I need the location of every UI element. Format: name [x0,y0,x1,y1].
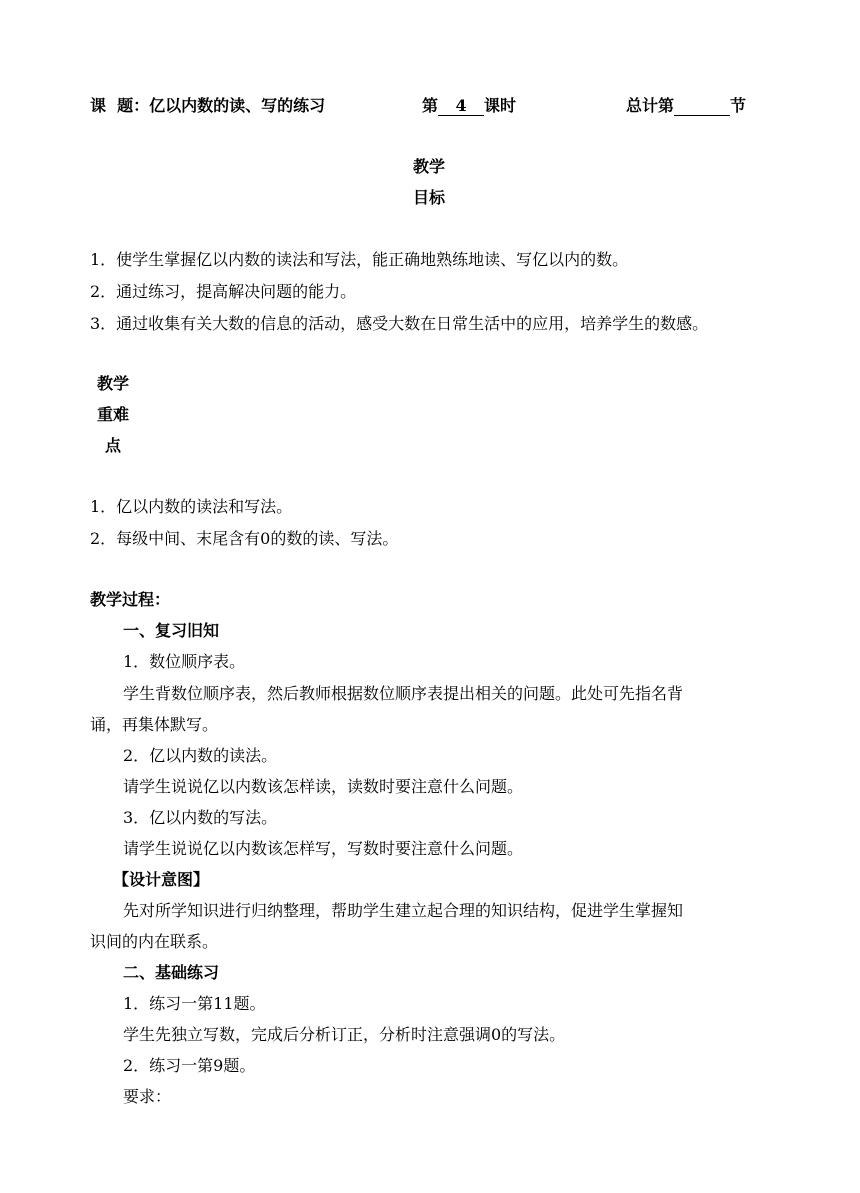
section1-title: 一、复习旧知 [123,621,220,640]
total-suffix: 节 [730,96,747,115]
section2-title: 二、基础练习 [123,963,220,982]
lesson-number-line [422,96,516,116]
key-point-item-1: 1．亿以内数的读法和写法。 [90,497,293,516]
topic-label: 课 题： [90,96,150,115]
s1-item3: 3．亿以内数的写法。 [123,808,278,827]
s1-item1-text-line1: 学生背数位顺序表，然后教师根据数位顺序表提出相关的问题。此处可先指名背 [123,684,684,703]
total-prefix: 总计第 [626,96,675,115]
design-intent-title: 【设计意图】 [113,870,210,889]
objectives-heading-line1: 教学 [413,157,446,176]
key-points-heading-line3: 点 [105,436,122,455]
s1-item3-text: 请学生说说亿以内数该怎样写，写数时要注意什么问题。 [123,839,524,858]
s2-item1-text: 学生先独立写数，完成后分析订正，分析时注意强调0的写法。 [123,1025,566,1044]
objective-item-2: 2．通过练习，提高解决问题的能力。 [90,282,357,301]
s2-item2: 2．练习一第9题。 [123,1056,256,1075]
s2-item1: 1．练习一第11题。 [123,994,266,1013]
total-lesson-line [626,96,746,116]
lesson-prefix: 第 [422,96,439,115]
s1-item2-text: 请学生说说亿以内数该怎样读，读数时要注意什么问题。 [123,777,524,796]
lesson-number: 4 [438,96,484,116]
objective-item-3: 3．通过收集有关大数的信息的活动，感受大数在日常生活中的应用，培养学生的数感。 [90,314,709,333]
objective-item-1: 1．使学生掌握亿以内数的读法和写法，能正确地熟练地读、写亿以内的数。 [90,250,629,269]
key-point-item-2: 2．每级中间、末尾含有0的数的读、写法。 [90,529,399,548]
topic-title: 亿以内数的读、写的练习 [149,96,326,115]
key-points-heading-line2: 重难 [97,405,130,424]
s1-item1-text-line2: 诵，再集体默写。 [90,715,219,734]
topic-line [90,96,325,116]
design-intent-text-line1: 先对所学知识进行归纳整理，帮助学生建立起合理的知识结构，促进学生掌握知 [123,901,684,920]
lesson-suffix: 课时 [484,96,517,115]
total-number-blank [674,96,730,116]
design-intent-text-line2: 识间的内在联系。 [90,932,219,951]
s1-item2: 2．亿以内数的读法。 [123,746,278,765]
process-heading: 教学过程： [90,590,171,609]
s1-item1: 1．数位顺序表。 [123,652,246,671]
key-points-heading-line1: 教学 [97,374,130,393]
s2-item2-text: 要求： [123,1087,172,1106]
objectives-heading-line2: 目标 [413,188,446,207]
